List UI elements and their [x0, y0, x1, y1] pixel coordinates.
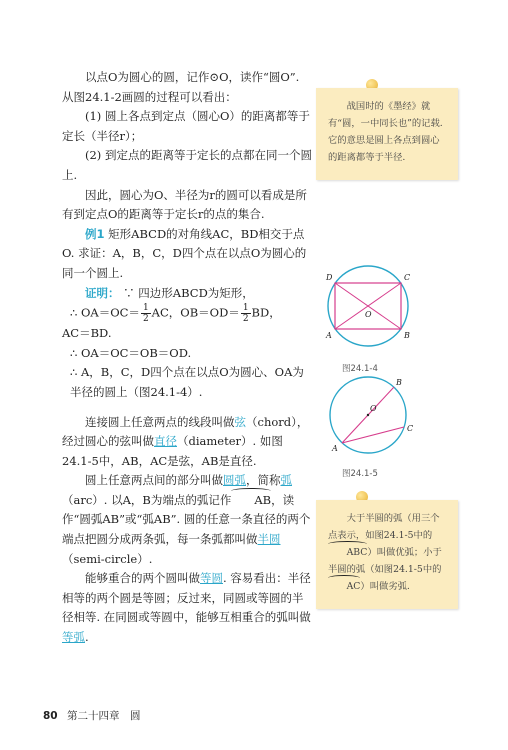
equation-1	[62, 303, 312, 324]
property-2: (2) 到定点的距离等于定长的点都在同一个圆上.	[62, 148, 312, 182]
equation-2: AC＝BD.	[62, 326, 112, 341]
label-a: A	[326, 331, 332, 340]
example-1	[62, 225, 312, 284]
term-equal-arcs: 等弧	[62, 630, 85, 645]
fraction-half	[141, 303, 151, 324]
arc-symbol: AB	[231, 491, 271, 511]
text: ，简称	[246, 473, 281, 488]
paragraph-set-definition: 因此，圆心为O、半径为r的圆可以看成是所有到定点O的距离等于定长r的点的集合.	[62, 187, 307, 222]
figure-24-1-4	[318, 256, 418, 356]
paragraph-observation: 从图24.1-2画圆的过程可以看出：	[62, 89, 237, 104]
text: （chord），经过圆心的弦叫做	[62, 414, 309, 449]
proof-text: ∵ 四边形ABCD为矩形，	[123, 285, 254, 300]
paragraph-arc	[62, 471, 312, 569]
text: . 容易看出：半径相等的两个圆是等圆；反过来，同圆或等圆的半径相等. 在同圆或等圆中，能够互相重合的弧叫做	[62, 571, 311, 625]
example-text: 矩形ABCD的对角线AC，BD相交于点O. 求证：A，B，C，D四个点在以点O为圆心的同一个圆上.	[62, 226, 307, 280]
label-b: B	[396, 378, 402, 387]
proof-line	[62, 284, 312, 304]
center-point	[367, 414, 369, 416]
example-label: 例1	[85, 226, 105, 241]
fraction-numerator: 1	[142, 303, 149, 314]
text: （semi-circle）.	[62, 551, 153, 566]
page-footer	[43, 708, 140, 723]
main-text	[62, 68, 312, 648]
equation-1-part-b: AC，OB＝OD＝	[151, 305, 240, 320]
figure-caption-24-1-5: 图24.1-5	[342, 469, 378, 479]
text: 能够重合的两个圆叫做	[85, 571, 200, 586]
fraction-half	[241, 303, 251, 324]
chapter-title: 第二十四章 圆	[66, 710, 141, 722]
side-note-major-minor-arc	[316, 500, 458, 609]
text: 大于半圆的弧（用三个点表示，如图24.1-5中的	[328, 513, 440, 541]
label-c: C	[404, 273, 411, 282]
paragraph-chord-diameter	[62, 413, 312, 472]
text: ）叫做劣弧.	[360, 581, 410, 592]
term-equal-circles: 等圆	[200, 571, 223, 586]
text: （arc）. 以A，B为端点的弧记作	[62, 492, 232, 507]
term-arc: 弧	[280, 473, 292, 488]
label-o: O	[365, 310, 372, 319]
paragraph-equal-circles	[62, 569, 312, 647]
term-circular-arc: 圆弧	[223, 473, 246, 488]
equation-1-part-a: ∴ OA＝OC＝	[70, 305, 140, 320]
equation-3: ∴ OA＝OC＝OB＝OD.	[70, 345, 192, 360]
label-b: B	[404, 331, 410, 340]
fraction-denominator: 2	[242, 314, 249, 325]
text: ）叫做优弧；小于半圆的弧（如图24.1-5中的	[328, 547, 442, 575]
label-o: O	[370, 404, 377, 413]
label-a: A	[332, 444, 338, 453]
figure-caption-24-1-4: 图24.1-4	[342, 364, 378, 374]
equation-1-part-c: BD，	[251, 305, 281, 320]
side-note-text	[328, 510, 446, 595]
fraction-numerator: 1	[242, 303, 249, 314]
text: （diameter）. 如图24.1-5中，AB，AC是弦，AB是直径.	[62, 434, 283, 468]
label-c: C	[407, 424, 414, 433]
text: 圆上任意两点间的部分叫做	[85, 473, 223, 488]
arc-symbol-ac: AC	[328, 578, 360, 595]
figure-24-1-5	[318, 365, 418, 465]
page-number: 80	[43, 710, 58, 722]
side-note-text: 战国时的《墨经》就有“圆，一中同长也”的记载. 它的意思是圆上各点到圆心的距离都等于半径.	[328, 101, 443, 163]
paragraph-circle-notation: 以点O为圆心的圆，记作⊙O，读作“圆O”.	[85, 70, 300, 84]
property-1: (1) 圆上各点到定点（圆心O）的距离都等于定长（半径r）；	[62, 109, 310, 143]
label-d: D	[326, 273, 333, 282]
proof-label: 证明：	[85, 285, 120, 300]
arc-symbol-abc: ABC	[328, 544, 367, 561]
chord-ac	[342, 427, 404, 443]
term-diameter: 直径	[154, 434, 177, 449]
conclusion: ∴ A，B，C，D四个点在以点O为圆心、OA为半径的圆上（图24.1-4）.	[70, 365, 304, 399]
text: ，读作“圆弧AB”或“弧AB”. 圆的任意一条直径的两个端点把圆分成两条弧，每一条弧都叫做	[62, 492, 311, 547]
text: .	[85, 630, 89, 645]
term-chord: 弦	[234, 414, 246, 429]
term-semicircle: 半圆	[257, 532, 281, 547]
fraction-denominator: 2	[142, 314, 149, 325]
side-note-mojing	[316, 88, 458, 180]
text: 连接圆上任意两点的线段叫做	[85, 414, 235, 429]
